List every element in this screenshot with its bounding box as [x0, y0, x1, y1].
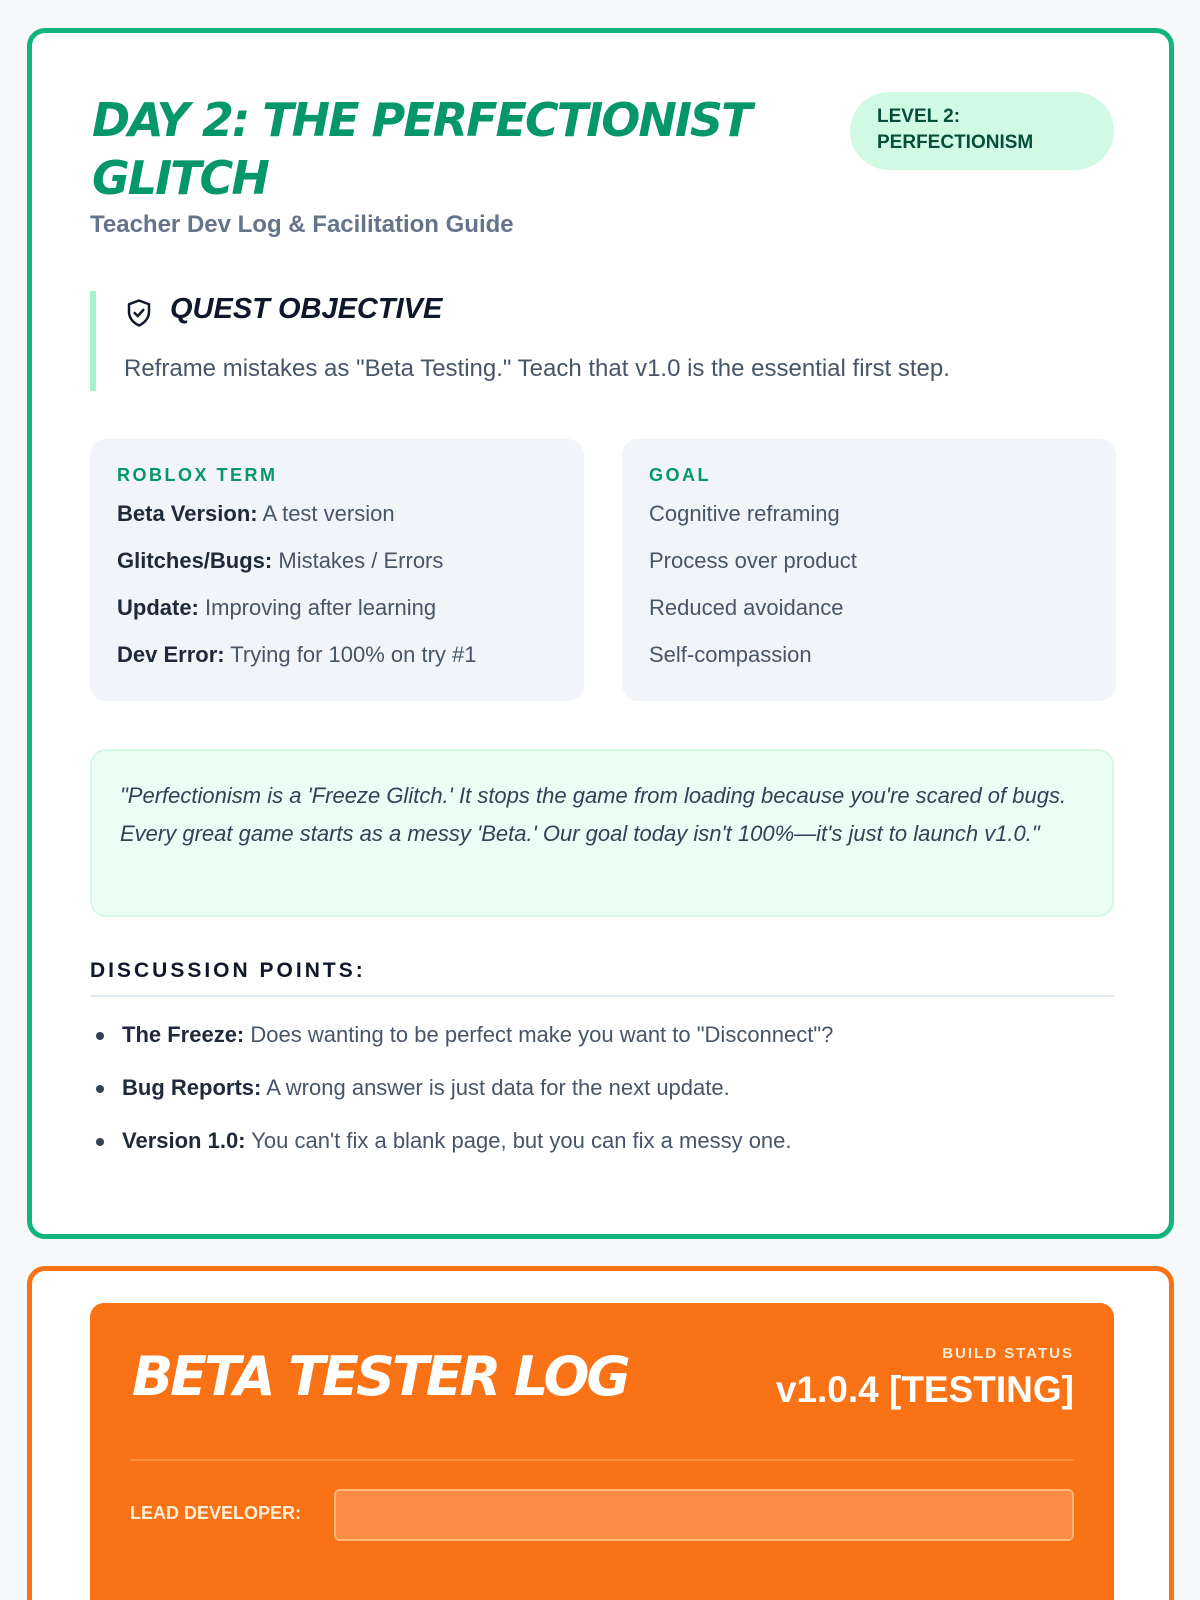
discussion-item-title: Bug Reports:	[122, 1075, 262, 1100]
goal-item: Self-compassion	[649, 642, 812, 667]
guide-card	[27, 28, 1174, 1239]
term-name: Glitches/Bugs:	[117, 548, 273, 573]
discussion-item-title: The Freeze:	[122, 1022, 245, 1047]
lead-developer-input[interactable]	[334, 1489, 1074, 1541]
discussion-list	[90, 1021, 1114, 1180]
build-status-label: BUILD STATUS	[942, 1345, 1074, 1362]
goal-label: GOAL	[649, 465, 711, 485]
shield-check-icon	[124, 297, 154, 329]
discussion-item-text: You can't fix a blank page, but you can fix a messy one.	[245, 1128, 792, 1153]
objective-text: Reframe mistakes as "Beta Testing." Teach that v1.0 is the essential first step.	[124, 355, 950, 382]
divider	[130, 1459, 1074, 1461]
beta-log-card	[27, 1266, 1174, 1600]
discussion-item	[90, 1074, 1114, 1102]
discussion-item-text: Does wanting to be perfect make you want to "Disconnect"?	[244, 1022, 834, 1047]
teacher-quote: "Perfectionism is a 'Freeze Glitch.' It stops the game from loading because you're scared of bugs. Every great game starts as a messy 'Beta.' Our goal today isn't 100%—it's just to launch v1.0."	[90, 749, 1114, 917]
term-name: Dev Error:	[117, 642, 225, 667]
roblox-term-label: ROBLOX TERM	[117, 465, 278, 485]
quest-objective	[90, 291, 1114, 391]
page-title: DAY 2: THE PERFECTIONIST GLITCH	[92, 93, 751, 205]
discussion-item-text: A wrong answer is just data for the next update.	[261, 1075, 730, 1100]
goal-item: Cognitive reframing	[649, 501, 840, 526]
goal-box	[622, 439, 1116, 701]
discussion-heading: DISCUSSION POINTS:	[90, 959, 1114, 997]
term-item	[117, 641, 557, 668]
goal-item: Process over product	[649, 548, 857, 573]
term-meaning: Mistakes / Errors	[272, 548, 444, 573]
term-item	[117, 594, 557, 621]
beta-log-header	[90, 1303, 1114, 1600]
build-status-value: v1.0.4 [TESTING]	[775, 1369, 1074, 1410]
roblox-term-box	[90, 439, 584, 701]
discussion-item	[90, 1127, 1114, 1155]
term-meaning: A test version	[257, 501, 395, 526]
discussion-item-title: Version 1.0:	[122, 1128, 246, 1153]
page-subtitle: Teacher Dev Log & Facilitation Guide	[90, 211, 514, 238]
lead-developer-label: LEAD DEVELOPER:	[130, 1503, 302, 1523]
term-item	[117, 500, 557, 527]
term-meaning: Trying for 100% on try #1	[224, 642, 477, 667]
goal-item: Reduced avoidance	[649, 595, 844, 620]
discussion-item	[90, 1021, 1114, 1049]
term-name: Beta Version:	[117, 501, 258, 526]
term-meaning: Improving after learning	[198, 595, 437, 620]
level-badge: LEVEL 2: PERFECTIONISM	[850, 92, 1114, 170]
term-name: Update:	[117, 595, 199, 620]
term-item	[117, 547, 557, 574]
objective-heading: QUEST OBJECTIVE	[170, 293, 443, 325]
beta-log-title: BETA TESTER LOG	[132, 1345, 628, 1408]
